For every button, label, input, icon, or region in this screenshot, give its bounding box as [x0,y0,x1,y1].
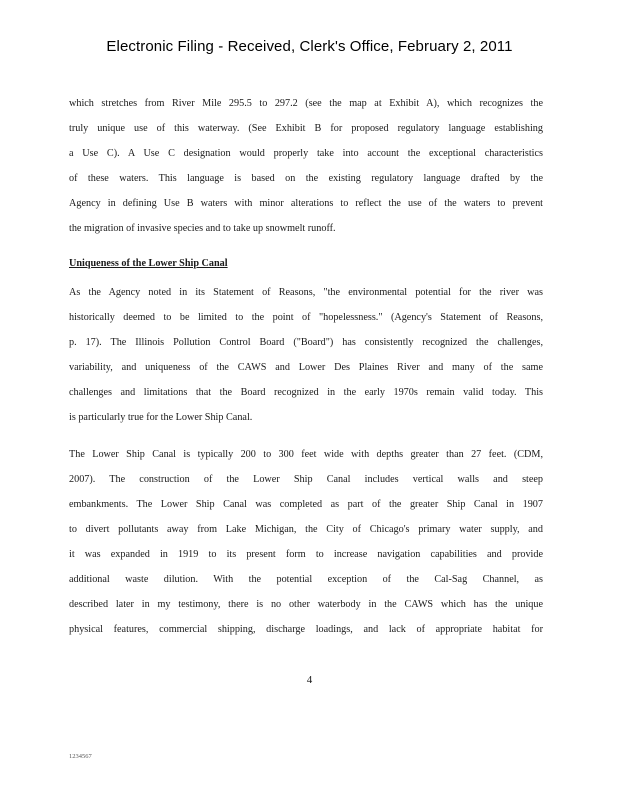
text-line: truly unique use of this waterway. (See Exhibit B for proposed regulatory language establishing [69,123,543,134]
text-line: variability, and uniqueness of the CAWS and Lower Des Plaines River and many of the same [69,362,543,373]
section-heading: Uniqueness of the Lower Ship Canal [69,258,228,269]
text-line: which stretches from River Mile 295.5 to 297.2 (see the map at Exhibit A), which recognizes the [69,98,543,109]
text-line: Agency in defining Use B waters with minor alterations to reflect the use of the waters to prevent [69,198,543,209]
text-line: of these waters. This language is based on the existing regulatory language drafted by the [69,173,543,184]
text-line: physical features, commercial shipping, discharge loadings, and lack of appropriate habitat for [69,624,543,635]
text-line: described later in my testimony, there is no other waterbody in the CAWS which has the unique [69,599,543,610]
text-line: additional waste dilution. With the potential exception of the Cal-Sag Channel, as [69,574,543,585]
text-line: p. 17). The Illinois Pollution Control Board ("Board") has consistently recognized the challenges, [69,337,543,348]
text-line: challenges and limitations that the Board recognized in the early 1970s remain valid today. This [69,387,543,398]
text-line: the migration of invasive species and to take up snowmelt runoff. [69,223,336,234]
text-line: is particularly true for the Lower Ship Canal. [69,412,253,423]
text-line: a Use C). A Use C designation would properly take into account the exceptional characteristics [69,148,543,159]
filing-header: Electronic Filing - Received, Clerk's Office, February 2, 2011 [106,38,513,55]
text-line: it was expanded in 1919 to its present form to increase navigation capabilities and provide [69,549,543,560]
text-line: As the Agency noted in its Statement of Reasons, "the environmental potential for the river was [69,287,543,298]
footer-code: 1234567 [69,753,92,760]
text-line: 2007). The construction of the Lower Ship Canal includes vertical walls and steep [69,474,543,485]
text-line: to divert pollutants away from Lake Michigan, the City of Chicago's primary water supply, and [69,524,543,535]
page-number: 4 [306,674,313,686]
text-line: embankments. The Lower Ship Canal was completed as part of the greater Ship Canal in 1907 [69,499,543,510]
text-line: historically deemed to be limited to the point of "hopelessness." (Agency's Statement of Reasons, [69,312,543,323]
text-line: The Lower Ship Canal is typically 200 to 300 feet wide with depths greater than 27 feet. (CDM, [69,449,543,460]
